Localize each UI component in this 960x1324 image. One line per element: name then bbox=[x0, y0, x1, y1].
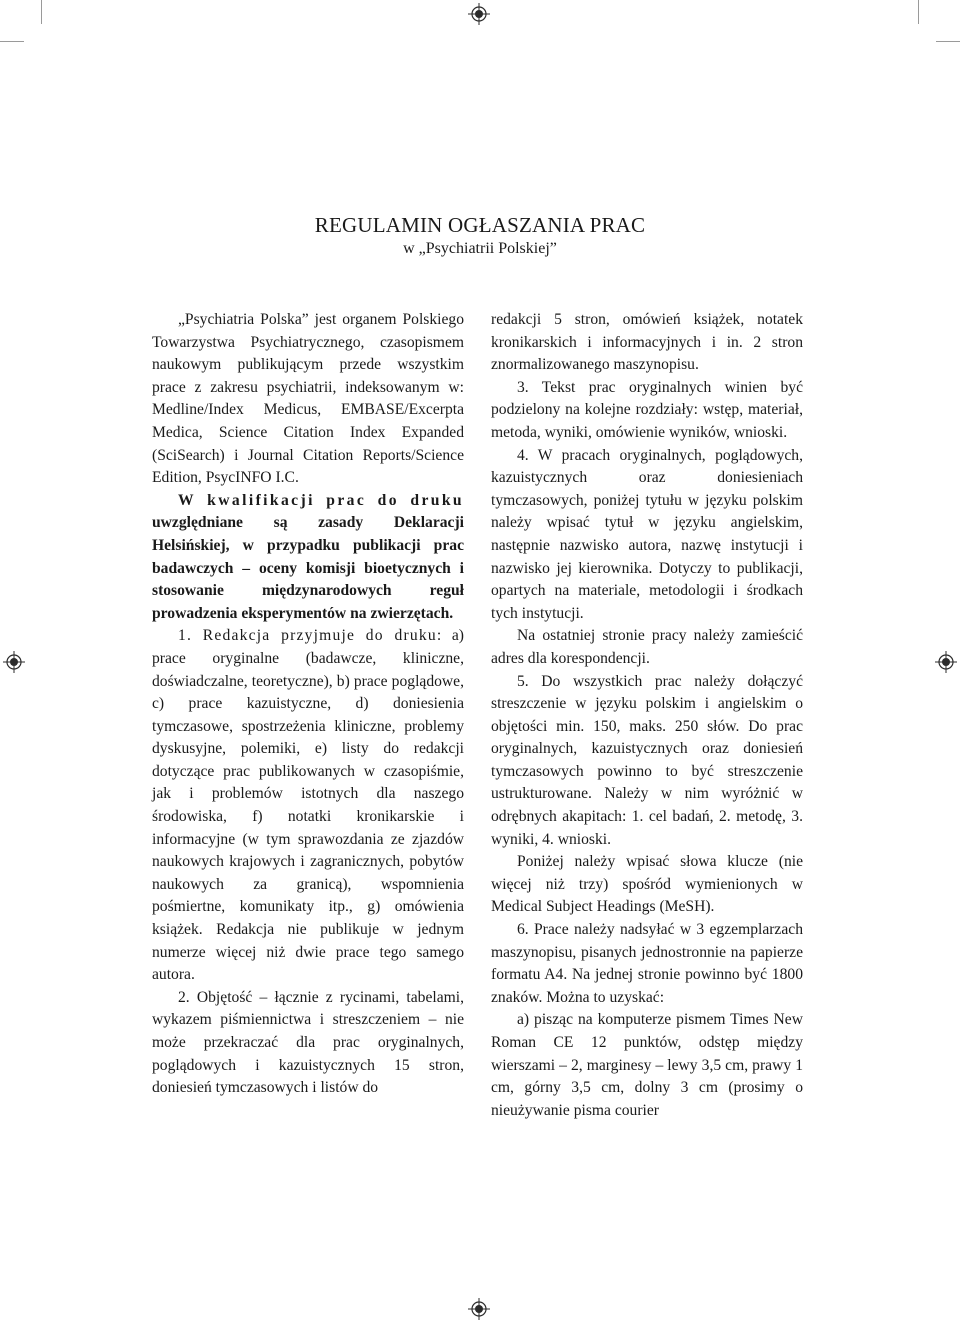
right-column bbox=[491, 309, 803, 1122]
paragraph-keywords: Poniżej należy wpisać słowa klucze (nie więcej niż trzy) spośród wymienionych w Medical Subject Headings (MeSH). bbox=[491, 853, 803, 916]
qualification-rest: uwzględniane są zasady Deklaracji Helsińskiej, w przypadku publikacji prac badawczych – oceny komisji bioetycznych i stosowanie międzynarodowych reguł prowadzenia eksperymentów na zwierzętach. bbox=[152, 514, 464, 622]
paragraph-section-3: 3. Tekst prac oryginalnych winien być podzielony na kolejne rozdziały: wstęp, materiał, metoda, wyniki, omówienie wyników, wnioski. bbox=[491, 378, 803, 441]
paragraph-formatting: a) pisząc na komputerze pismem Times New Roman CE 12 punktów, odstęp między wierszami – 2, marginesy – lewy 3,5 cm, prawy 1 cm, górny 3,5 cm, dolny 3 cm (prosimy o nieużywanie pisma courier bbox=[491, 1011, 803, 1119]
crop-mark-top-right bbox=[918, 0, 919, 24]
registration-mark-icon bbox=[3, 651, 25, 673]
paragraph-section-4: 4. W pracach oryginalnych, poglądowych, kazuistycznych oraz doniesieniach tymczasowych, poniżej tytułu w języku polskim należy wpisać tytuł w języku angielskim, następnie nazwisko autora, nazwę instytucji i nazwisko jej kierownika. Dotyczy to publikacji, opartych na materiale, metodologii i środkach tych instytucji. bbox=[491, 446, 803, 622]
crop-mark-top-right-h bbox=[936, 41, 960, 42]
paragraph-qualification bbox=[152, 490, 464, 626]
paragraph-section-2: 2. Objętość – łącznie z rycinami, tabelami, wykazem piśmiennictwa i streszczeniem – nie może przekraczać dla prac oryginalnych, poglądowych i kazuistycznych 15 stron, doniesień tymczasowych i listów do bbox=[152, 988, 464, 1097]
paragraph-section-5: 5. Do wszystkich prac należy dołączyć streszczenie w języku polskim i angielskim o objętości min. 150, maks. 250 słów. Do prac oryginalnych, kazuistycznych oraz doniesień tymczasowych powinno to być streszczenie ustrukturowane. Należy w nim wyróżnić w odrębnych akapitach: 1. cel badań, 2. metodę, 3. wyniki, 4. wnioski. bbox=[491, 672, 803, 848]
registration-mark-icon bbox=[468, 3, 490, 25]
paragraph-section-6: 6. Prace należy nadsyłać w 3 egzemplarzach maszynopisu, pisanych jednostronnie na papierze formatu A4. Na jednej stronie powinno być 1800 znaków. Można to uzyskać: bbox=[491, 921, 803, 1006]
section-1-lead: 1. Redakcja przyjmuje do druku: bbox=[178, 627, 443, 645]
section-1-rest: a) prace oryginalne (badawcze, kliniczne, doświadczalne, teoretyczne), b) prace poglądowe, c) prace kazuistyczne, d) doniesienia tymczasowe, spostrzeżenia kliniczne, problemy dyskusyjne, polemiki, e) listy do redakcji dotyczące prac publikowanych w czasopiśmie, jak i problemów istotnych dla naszego środowiska, f) notatki kronikarskie i informacyjne (w tym sprawozdania ze zjazdów naukowych krajowych i zagranicznych, pobytów naukowych za granicą), wspomnienia pośmiertne, komunikaty itp., g) omówienia książek. Redakcja nie publikuje w jednym numerze więcej niż dwie prace tego samego autora. bbox=[152, 627, 465, 984]
crop-mark-top-left bbox=[41, 0, 42, 24]
page-title: REGULAMIN OGŁASZANIA PRAC bbox=[314, 213, 646, 237]
page-subtitle: w „Psychiatrii Polskiej” bbox=[403, 240, 557, 257]
paragraph-continued: redakcji 5 stron, omówień książek, notatek kronikarskich i informacyjnych i in. 2 stron znormalizowanego maszynopisu. bbox=[491, 311, 803, 374]
qualification-lead: W kwalifikacji prac do druku bbox=[178, 491, 464, 509]
registration-mark-icon bbox=[468, 1298, 490, 1320]
paragraph-correspondence: Na ostatniej stronie pracy należy zamieścić adres dla korespondencji. bbox=[491, 627, 803, 667]
paragraph-intro: „Psychiatria Polska” jest organem Polskiego Towarzystwa Psychiatrycznego, czasopismem naukowym publikującym przede wszystkim prace z zakresu psychiatrii, indeksowanym w: Medline/Index Medicus, EMBASE/Excerpta Medica, Science Citation Index Expanded (SciSearch) i Journal Citation Reports/Science Edition, PsycINFO I.C. bbox=[152, 311, 464, 487]
paragraph-section-1 bbox=[152, 625, 464, 987]
left-column bbox=[152, 309, 464, 1100]
registration-mark-icon bbox=[935, 651, 957, 673]
title-block bbox=[150, 212, 810, 260]
crop-mark-top-left-h bbox=[0, 41, 24, 42]
